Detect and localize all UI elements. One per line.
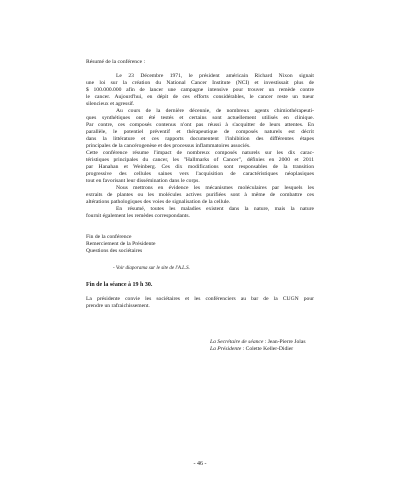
summary-heading bbox=[86, 59, 314, 66]
paragraph-3 bbox=[86, 150, 314, 185]
session-end-text: Fin de la séance à 19 h 30. bbox=[86, 282, 153, 288]
text-line: par Hanahan et Weinberg. Ces dix modifications sont responsables de la transition bbox=[86, 164, 314, 171]
text-line: principales de la cancérogenèse et des processus inflammatoires associés. bbox=[86, 143, 251, 150]
paragraph-1 bbox=[86, 73, 314, 108]
text-line: prendre un rafraichissement. bbox=[86, 303, 150, 310]
signature-name: Jean-Pierre Jolas bbox=[267, 339, 306, 345]
text-line: Par contre, ces composés contenus n'ont pas réussi à s'acquitter de leurs attentes. En bbox=[86, 122, 314, 129]
paragraph-4 bbox=[86, 185, 314, 206]
text-line: fournit également les remèdes correspondants. bbox=[86, 213, 190, 220]
text-line: dans la littérature et ces rapports documentent l'inhibition des différentes étapes bbox=[86, 136, 314, 143]
summary-heading-text: Résumé de la conférence : bbox=[86, 59, 146, 65]
text-line: Cette conférence résume l'impact de nombreux composés naturels sur les dix carac- bbox=[86, 150, 314, 156]
page-number: - 46 - bbox=[193, 461, 207, 467]
signature-role: La Secrétaire de séance bbox=[210, 339, 264, 345]
text-line: $ 100.000.000 afin de lancer une campagne intensive pour trouver un remède contre bbox=[86, 87, 314, 94]
text-line: altérations pathologiques des voies de signalisation de la cellule. bbox=[86, 199, 231, 206]
text-line: ques synthétiques ont été testés et certains sont actuellement utilisés en clinique. bbox=[86, 115, 314, 122]
paragraph-5 bbox=[86, 206, 314, 220]
text-line: extraits de plantes ou les molécules actives purifiées sont à même de combattre ces bbox=[86, 192, 314, 199]
text-line: progressive des cellules saines vers l'acquisition de caractéristiques néoplasiques bbox=[86, 171, 314, 178]
text-line: La présidente convie les sociétaires et les conférenciers au bar de la CUGN pour bbox=[86, 296, 314, 302]
text-line: une loi sur la création du National Cancer Institute (NCI) et investissait plus de bbox=[86, 80, 314, 87]
text-line: Au cours de la dernière décennie, de nombreux agents chimiothérapeuti- bbox=[116, 108, 314, 114]
slides-note-text: - Voir diaporama sur le site de l'A.L.S. bbox=[113, 266, 190, 271]
closing-item: Questions des sociétaires bbox=[86, 248, 143, 255]
closing-list bbox=[86, 234, 314, 255]
text-line: téristiques principales du cancer, les "Hallmarks of Cancer", définies en 2000 et 2011 bbox=[86, 157, 314, 164]
session-end bbox=[86, 282, 314, 289]
invitation bbox=[86, 296, 314, 310]
text-line: Le 23 Décembre 1971, le président américain Richard Nixon signait bbox=[116, 73, 314, 79]
text-line: tout en favorisant leur dissémination dans le corps. bbox=[86, 178, 200, 185]
signature-secretary: La Secrétaire de séance : Jean-Pierre Jolas bbox=[210, 339, 306, 345]
slides-note bbox=[113, 265, 313, 272]
signature-president: La Présidente : Colette Keller-Didier bbox=[210, 346, 294, 352]
text-line: silencieux et agressif. bbox=[86, 101, 135, 108]
signature-role: La Présidente bbox=[210, 346, 242, 352]
text-line: le cancer. Aujourd'hui, en dépit de ces efforts considérables, le cancer reste un tueur bbox=[86, 94, 314, 101]
signature-name: Colette Keller-Didier bbox=[245, 346, 294, 352]
text-line: Nous mettrons en évidence les mécanismes moléculaires par lesquels les bbox=[116, 185, 314, 191]
paragraph-2 bbox=[86, 108, 314, 150]
closing-item: Fin de la conférence bbox=[86, 234, 132, 240]
closing-item: Remerciement de la Présidente bbox=[86, 241, 156, 248]
text-line: En résumé, toutes les maladies existent dans la nature, mais la nature bbox=[116, 206, 314, 212]
text-line: parallèle, le potentiel préventif et thérapeutique de composés naturels est décrit bbox=[86, 129, 314, 136]
